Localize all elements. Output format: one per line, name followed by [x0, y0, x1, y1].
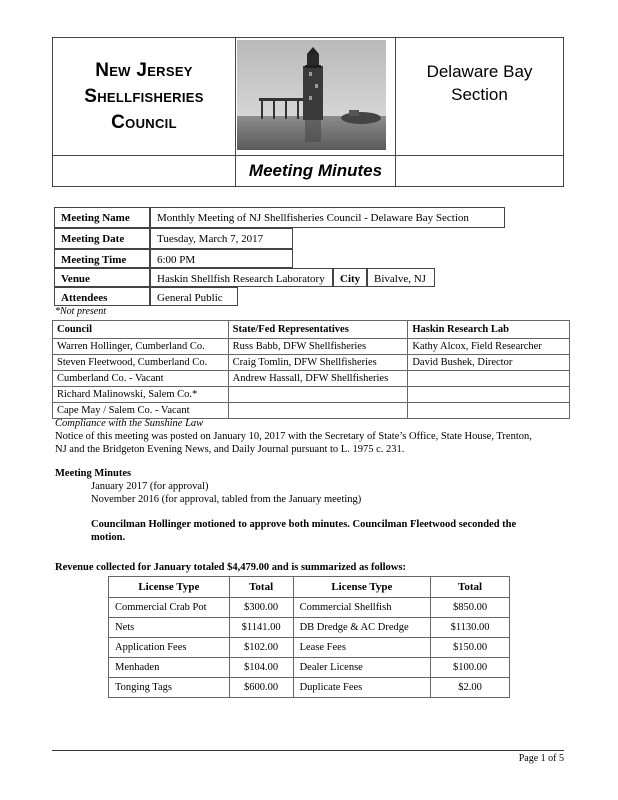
table-row	[109, 638, 510, 658]
org-line-2: Shellfisheries	[84, 85, 204, 107]
table-row	[109, 658, 510, 678]
motion-line-1: Councilman Hollinger motioned to approve both minutes. Councilman Fleetwood seconded the	[91, 519, 517, 530]
table-row	[109, 618, 510, 638]
venue-label: Venue	[54, 268, 150, 287]
table-row	[109, 678, 510, 698]
meeting-time-label: Meeting Time	[54, 249, 150, 268]
attendees-label: Attendees	[54, 287, 150, 306]
meeting-time-value: 6:00 PM	[150, 249, 293, 268]
license-type: Lease Fees	[293, 638, 431, 658]
header-divider	[53, 155, 563, 156]
meeting-date-value: Tuesday, March 7, 2017	[150, 228, 293, 249]
sunshine-text-line-1: Notice of this meeting was posted on January 10, 2017 with the Secretary of State’s Office, State House, Trenton,	[55, 431, 532, 442]
minutes-heading: Meeting Minutes	[55, 468, 132, 479]
roster-cell: Cumberland Co. - Vacant	[53, 371, 229, 387]
license-total: $150.00	[431, 638, 510, 658]
motion-line-2: motion.	[91, 532, 126, 543]
license-total: $102.00	[229, 638, 293, 658]
roster-cell: David Bushek, Director	[408, 355, 570, 371]
license-total: $100.00	[431, 658, 510, 678]
city-label: City	[333, 268, 367, 287]
section-line-1: Delaware Bay	[426, 62, 533, 81]
table-row	[53, 371, 570, 387]
roster-cell: Cape May / Salem Co. - Vacant	[53, 403, 229, 419]
table-row	[109, 598, 510, 618]
license-header: Total	[431, 577, 510, 598]
document-title: Meeting Minutes	[248, 161, 383, 180]
table-row	[53, 387, 570, 403]
table-row	[53, 339, 570, 355]
org-line-1: New Jersey	[95, 59, 193, 81]
meeting-date-label: Meeting Date	[54, 228, 150, 249]
roster-cell	[228, 387, 408, 403]
roster-table	[52, 320, 570, 419]
license-type: Commercial Shellfish	[293, 598, 431, 618]
roster-header-council: Council	[53, 321, 229, 339]
table-row	[53, 355, 570, 371]
roster-cell: Russ Babb, DFW Shellfisheries	[228, 339, 408, 355]
license-header: License Type	[109, 577, 230, 598]
attendees-value: General Public	[150, 287, 238, 306]
roster-cell: Steven Fleetwood, Cumberland Co.	[53, 355, 229, 371]
organization-title	[53, 38, 235, 155]
license-type: Menhaden	[109, 658, 230, 678]
minutes-item-2: November 2016 (for approval, tabled from the January meeting)	[91, 494, 362, 505]
table-row	[109, 577, 510, 598]
roster-cell: Andrew Hassall, DFW Shellfisheries	[228, 371, 408, 387]
license-header: License Type	[293, 577, 431, 598]
license-revenue-table	[108, 576, 510, 698]
license-total: $104.00	[229, 658, 293, 678]
table-row	[53, 321, 570, 339]
roster-cell	[408, 387, 570, 403]
roster-header-representatives: State/Fed Representatives	[228, 321, 408, 339]
sunshine-section	[55, 417, 575, 456]
lighthouse-photo	[237, 40, 386, 150]
license-type: Tonging Tags	[109, 678, 230, 698]
license-type: Nets	[109, 618, 230, 638]
header-divider	[235, 38, 236, 186]
minutes-item-1: January 2017 (for approval)	[91, 481, 209, 492]
sunshine-heading: Compliance with the Sunshine Law	[55, 418, 204, 429]
license-type: Application Fees	[109, 638, 230, 658]
license-total: $850.00	[431, 598, 510, 618]
license-header: Total	[229, 577, 293, 598]
page-number: Page 1 of 5	[518, 753, 564, 764]
roster-cell: Craig Tomlin, DFW Shellfisheries	[228, 355, 408, 371]
revenue-summary: Revenue collected for January totaled $4,479.00 and is summarized as follows:	[55, 562, 406, 573]
motion-text	[91, 518, 516, 544]
footer-divider	[52, 750, 564, 751]
license-total: $600.00	[229, 678, 293, 698]
org-line-3: Council	[111, 111, 177, 133]
roster-cell: Richard Malinowski, Salem Co.*	[53, 387, 229, 403]
sunshine-text-line-2: NJ and the Bridgeton Evening News, and Daily Journal pursuant to L. 1975 c. 231.	[55, 444, 405, 455]
roster-header-haskin: Haskin Research Lab	[408, 321, 570, 339]
section-title	[396, 60, 563, 106]
venue-value: Haskin Shellfish Research Laboratory	[150, 268, 333, 287]
roster-cell	[408, 371, 570, 387]
roster-cell: Warren Hollinger, Cumberland Co.	[53, 339, 229, 355]
license-type: Duplicate Fees	[293, 678, 431, 698]
license-type: Commercial Crab Pot	[109, 598, 230, 618]
license-type: DB Dredge & AC Dredge	[293, 618, 431, 638]
meeting-name-label: Meeting Name	[54, 207, 150, 228]
city-value: Bivalve, NJ	[367, 268, 435, 287]
section-line-2: Section	[451, 85, 508, 104]
license-total: $1141.00	[229, 618, 293, 638]
license-type: Dealer License	[293, 658, 431, 678]
license-total: $2.00	[431, 678, 510, 698]
license-total: $1130.00	[431, 618, 510, 638]
license-total: $300.00	[229, 598, 293, 618]
meeting-name-value: Monthly Meeting of NJ Shellfisheries Council - Delaware Bay Section	[150, 207, 505, 228]
roster-cell: Kathy Alcox, Field Researcher	[408, 339, 570, 355]
not-present-note: *Not present	[55, 306, 107, 317]
